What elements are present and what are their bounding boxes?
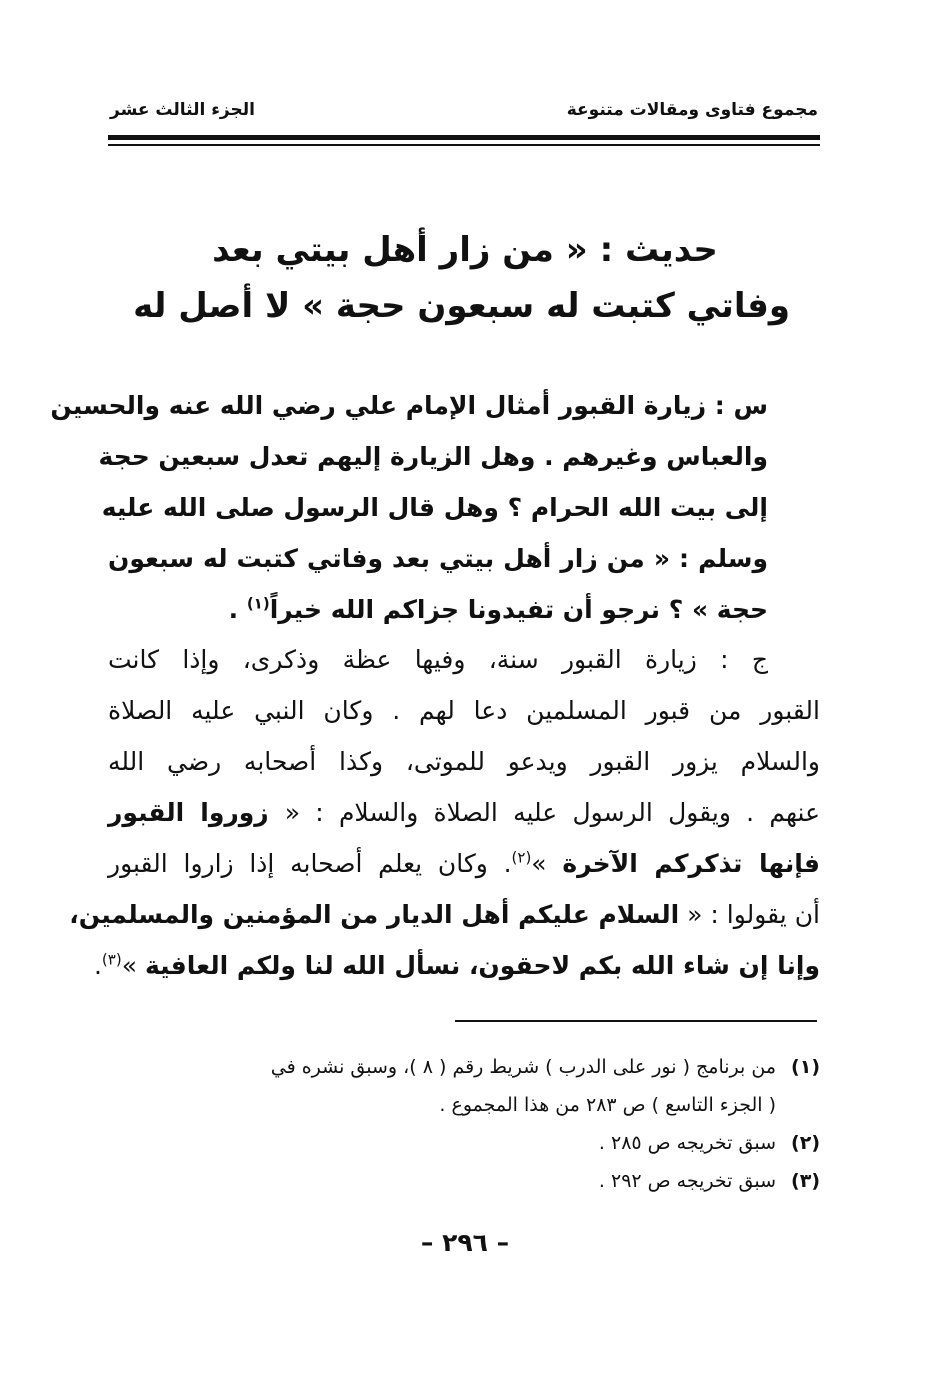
answer-line-3: والسلام يزور القبور ويدعو للموتى، وكذا أصحابه رضي الله [108, 747, 820, 776]
header-rule-thick [108, 135, 820, 140]
header-series-title: مجموع فتاوى ومقالات متنوعة [566, 100, 818, 120]
answer-line-4-b: زوروا القبور [108, 798, 285, 827]
answer-line-7-end: . [93, 951, 102, 980]
answer-line-6 [69, 889, 820, 940]
answer-line-2: القبور من قبور المسلمين دعا لهم . وكان النبي عليه الصلاة [108, 696, 820, 725]
footnote-number: (٢) [791, 1132, 820, 1154]
answer-line-5-b: » [531, 849, 563, 878]
title-line-2: وفاتي كتبت له سبعون حجة » لا أصل له [133, 286, 790, 326]
footnote-3 [108, 1162, 820, 1200]
footnote-2 [108, 1124, 820, 1162]
answer-line-7 [93, 940, 820, 991]
article-title [133, 222, 790, 334]
header-rule-thin [108, 144, 820, 146]
footnotes [108, 1048, 820, 1200]
title-line-1: حديث : « من زار أهل بيتي بعد [212, 230, 718, 270]
footnote-2-line-1: سبق تخريجه ص ٢٨٥ . [598, 1132, 776, 1154]
question-line-1: س : زيارة القبور أمثال الإمام علي رضي الله عنه والحسين [50, 391, 768, 420]
footnote-separator [455, 1020, 817, 1022]
footnote-number: (٣) [791, 1170, 820, 1192]
answer-line-7-a: وإنا إن شاء الله بكم لاحقون، نسأل الله لنا ولكم العافية [144, 951, 820, 980]
footnote-1 [108, 1048, 820, 1124]
question-line-5-text: حجة » ؟ نرجو أن تفيدونا جزاكم الله خيراً [269, 595, 768, 624]
footnote-3-line-1: سبق تخريجه ص ٢٩٢ . [598, 1170, 776, 1192]
answer-line-6-a: أن يقولوا : « [679, 900, 820, 929]
question-line-5-end: . [228, 595, 247, 624]
question-line-2: والعباس وغيرهم . وهل الزيارة إليهم تعدل سبعين حجة [98, 442, 768, 471]
footnote-ref-3: (٣) [101, 950, 122, 969]
header-volume: الجزء الثالث عشر [110, 100, 255, 120]
answer-line-6-b: السلام عليكم أهل الديار من المؤمنين والمسلمين، [69, 900, 680, 929]
answer-line-5-c: . وكان يعلم أصحابه إذا زاروا القبور [108, 849, 512, 878]
footnote-ref-2: (٢) [511, 848, 532, 867]
running-header [110, 100, 818, 130]
answer-line-4 [108, 787, 820, 838]
footnote-text [108, 1124, 776, 1162]
question-line-4: وسلم : « من زار أهل بيتي بعد وفاتي كتبت له سبعون [108, 544, 768, 573]
footnote-1-line-2: ( الجزء التاسع ) ص ٢٨٣ من هذا المجموع . [439, 1094, 776, 1116]
answer-line-1: ج : زيارة القبور سنة، وفيها عظة وذكرى، وإذا كانت [108, 645, 768, 674]
question-line-3: إلى بيت الله الحرام ؟ وهل قال الرسول صلى الله عليه [101, 493, 768, 522]
page-number: – ٢٩٦ – [420, 1228, 510, 1257]
answer-line-5 [108, 838, 820, 889]
answer-line-7-b: » [121, 951, 145, 980]
footnote-text [108, 1048, 776, 1124]
question-paragraph [50, 380, 820, 635]
footnote-number: (١) [791, 1056, 820, 1078]
answer-line-5-a: فإنها تذكركم الآخرة [562, 849, 820, 878]
answer-line-4-a: عنهم . ويقول الرسول عليه الصلاة والسلام : « [284, 798, 820, 827]
footnote-ref-1: (١) [246, 594, 270, 613]
footnote-text [108, 1162, 776, 1200]
question-line-5 [108, 584, 768, 635]
answer-paragraph [69, 634, 820, 991]
footnote-1-line-1: من برنامج ( نور على الدرب ) شريط رقم ( ٨ )، وسبق نشره في [270, 1056, 776, 1078]
